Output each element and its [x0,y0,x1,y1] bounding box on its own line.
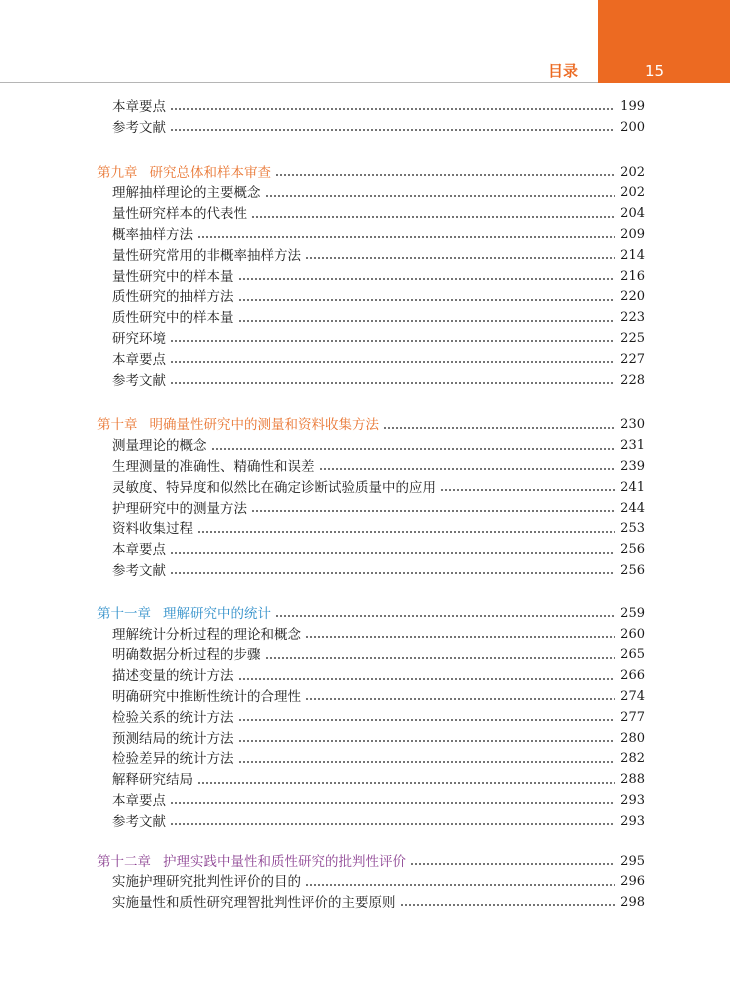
page-number-tab [598,0,730,83]
toc-entry [97,329,645,350]
entry-title: 研究环境 [112,330,166,347]
toc-entry [97,687,645,708]
entry-title: 理解统计分析过程的理论和概念 [112,626,301,643]
table-of-contents [97,97,645,914]
entry-page: 216 [620,268,645,284]
chapter-page: 259 [620,605,645,621]
dot-leader [410,862,615,866]
chapter-label: 第十一章 [97,605,151,622]
entry-title: 量性研究中的样本量 [112,268,234,285]
entry-title: 明确数据分析过程的步骤 [112,647,261,664]
entry-page: 239 [620,458,645,474]
toc-entry [97,729,645,750]
entry-title: 护理研究中的测量方法 [112,500,247,517]
toc-entry [97,893,645,914]
dot-leader [305,697,615,701]
toc-entry [97,770,645,791]
entry-title: 本章要点 [112,792,166,809]
entry-title: 质性研究中的样本量 [112,310,234,327]
entry-page: 298 [620,895,645,911]
dot-leader [170,339,615,343]
toc-entry [97,246,645,267]
entry-page: 277 [620,709,645,725]
entry-title: 参考文献 [112,119,166,136]
toc-entry [97,749,645,770]
chapter-heading [97,852,645,873]
entry-page: 204 [620,206,645,222]
toc-entry [97,287,645,308]
toc-entry [97,561,645,582]
entry-title: 检验关系的统计方法 [112,709,234,726]
toc-entry [97,666,645,687]
chapter-label: 第九章 [97,164,138,181]
entry-page: 293 [620,792,645,808]
dot-leader [170,801,615,805]
entry-page: 256 [620,542,645,558]
toc-entry [97,308,645,329]
entry-title: 本章要点 [112,542,166,559]
toc-group [97,604,645,833]
chapter-heading [97,415,645,436]
entry-page: 293 [620,813,645,829]
entry-page: 260 [620,626,645,642]
chapter-heading [97,163,645,184]
dot-leader [238,319,616,323]
toc-entry [97,540,645,561]
entry-page: 266 [620,668,645,684]
entry-page: 225 [620,330,645,346]
section-title: 目录 [548,62,579,80]
dot-leader [265,194,616,198]
dot-leader [197,530,615,534]
chapter-title: 护理实践中量性和质性研究的批判性评价 [163,853,406,870]
chapter-title: 理解研究中的统计 [163,605,271,622]
entry-page: 282 [620,751,645,767]
entry-title: 参考文献 [112,813,166,830]
dot-leader [238,718,616,722]
entry-page: 231 [620,438,645,454]
chapter-page: 295 [620,853,645,869]
entry-page: 253 [620,521,645,537]
chapter-page: 230 [620,417,645,433]
entry-page: 280 [620,730,645,746]
entry-title: 检验差异的统计方法 [112,751,234,768]
dot-leader [305,256,615,260]
entry-title: 量性研究样本的代表性 [112,206,247,223]
toc-entry [97,97,645,118]
toc-entry [97,519,645,540]
dot-leader [197,235,615,239]
dot-leader [400,903,616,907]
entry-title: 实施护理研究批判性评价的目的 [112,874,301,891]
dot-leader [170,551,615,555]
page-number: 15 [645,62,665,80]
dot-leader [440,488,615,492]
entry-title: 灵敏度、特异度和似然比在确定诊断试验质量中的应用 [112,479,436,496]
entry-page: 265 [620,647,645,663]
entry-page: 274 [620,688,645,704]
dot-leader [170,822,615,826]
entry-title: 理解抽样理论的主要概念 [112,185,261,202]
toc-group [97,163,645,392]
chapter-label: 第十二章 [97,853,151,870]
dot-leader [265,656,616,660]
toc-entry [97,183,645,204]
entry-page: 200 [620,119,645,135]
dot-leader [238,298,616,302]
entry-title: 测量理论的概念 [112,438,207,455]
dot-leader [275,614,615,618]
entry-title: 明确研究中推断性统计的合理性 [112,688,301,705]
dot-leader [197,781,615,785]
entry-page: 214 [620,247,645,263]
chapter-heading-text [97,604,271,625]
entry-page: 227 [620,351,645,367]
dot-leader [170,128,615,132]
dot-leader [211,447,616,451]
toc-entry [97,625,645,646]
entry-title: 描述变量的统计方法 [112,668,234,685]
entry-page: 256 [620,562,645,578]
toc-entry [97,708,645,729]
chapter-page: 202 [620,164,645,180]
entry-title: 概率抽样方法 [112,226,193,243]
toc-entry [97,499,645,520]
entry-title: 生理测量的准确性、精确性和误差 [112,458,315,475]
toc-entry [97,436,645,457]
toc-entry [97,225,645,246]
entry-title: 质性研究的抽样方法 [112,289,234,306]
chapter-heading-text [97,852,406,873]
header-rule [0,82,598,83]
entry-page: 296 [620,874,645,890]
entry-page: 220 [620,289,645,305]
entry-title: 预测结局的统计方法 [112,730,234,747]
dot-leader [170,381,615,385]
entry-page: 288 [620,772,645,788]
toc-entry [97,204,645,225]
entry-title: 本章要点 [112,99,166,115]
chapter-title: 明确量性研究中的测量和资料收集方法 [149,417,379,434]
entry-page: 244 [620,500,645,516]
dot-leader [170,360,615,364]
entry-page: 228 [620,372,645,388]
dot-leader [319,467,616,471]
toc-entry [97,118,645,139]
toc-entry [97,791,645,812]
dot-leader [305,883,615,887]
chapter-label: 第十章 [97,417,138,434]
toc-group [97,415,645,581]
chapter-title: 研究总体和样本审查 [149,164,271,181]
toc-entry [97,267,645,288]
toc-entry [97,812,645,833]
chapter-heading-text [97,163,271,184]
dot-leader [275,173,615,177]
entry-page: 241 [620,479,645,495]
entry-title: 解释研究结局 [112,772,193,789]
entry-page: 223 [620,310,645,326]
dot-leader [170,107,615,111]
dot-leader [238,277,616,281]
entry-page: 199 [620,99,645,114]
toc-entry [97,371,645,392]
entry-title: 参考文献 [112,562,166,579]
dot-leader [238,739,616,743]
dot-leader [170,571,615,575]
toc-entry [97,350,645,371]
entry-title: 参考文献 [112,372,166,389]
dot-leader [251,509,615,513]
toc-entry [97,457,645,478]
toc-group [97,97,645,139]
toc-entry [97,645,645,666]
toc-group [97,852,645,914]
dot-leader [251,215,615,219]
entry-title: 本章要点 [112,351,166,368]
entry-title: 资料收集过程 [112,521,193,538]
toc-entry [97,478,645,499]
entry-page: 202 [620,185,645,201]
entry-page: 209 [620,226,645,242]
chapter-heading [97,604,645,625]
dot-leader [238,760,616,764]
dot-leader [238,677,616,681]
chapter-heading-text [97,415,379,436]
toc-entry [97,872,645,893]
entry-title: 量性研究常用的非概率抽样方法 [112,247,301,264]
dot-leader [305,635,615,639]
dot-leader [383,426,615,430]
entry-title: 实施量性和质性研究理智批判性评价的主要原则 [112,895,396,912]
